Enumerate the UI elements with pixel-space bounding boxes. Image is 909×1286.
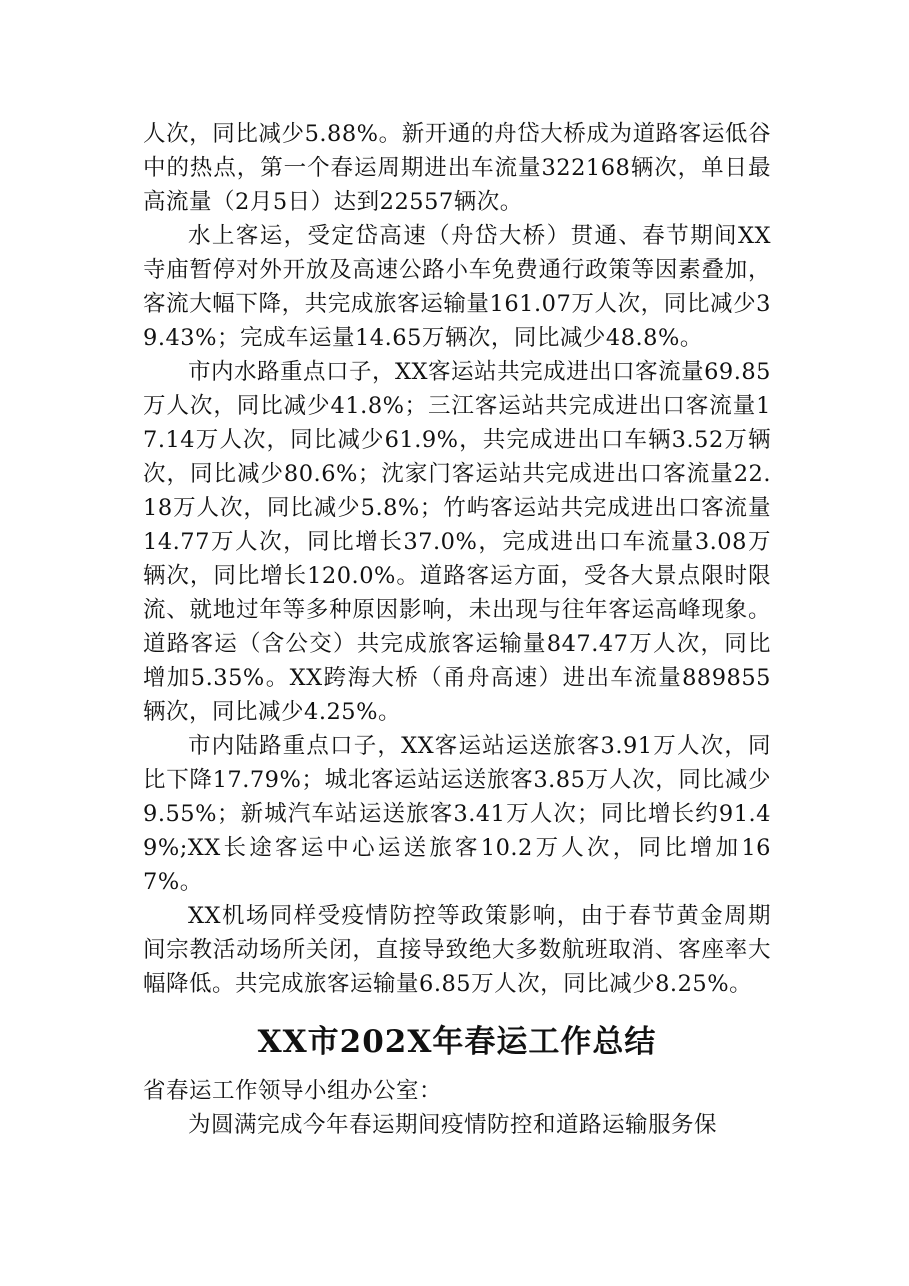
document-body <box>143 117 771 1142</box>
paragraph-continuation: 人次，同比减少5.88%。新开通的舟岱大桥成为道路客运低谷中的热点，第一个春运周期进出车流量322168辆次，单日最高流量（2月5日）达到22557辆次。 <box>143 121 771 215</box>
paragraph-airport: XX机场同样受疫情防控等政策影响，由于春节黄金周期间宗教活动场所关闭，直接导致绝大多数航班取消、客座率大幅降低。共完成旅客运输量6.85万人次，同比减少8.25%。 <box>143 903 771 997</box>
paragraph-opening: 为圆满完成今年春运期间疫情防控和道路运输服务保 <box>188 1112 718 1138</box>
document-title: XX市202X年春运工作总结 <box>257 1024 657 1060</box>
salutation: 省春运工作领导小组办公室： <box>143 1078 443 1104</box>
paragraph-water-transport: 水上客运，受定岱高速（舟岱大桥）贯通、春节期间XX寺庙暂停对外开放及高速公路小车免费通行政策等因素叠加，客流大幅下降，共完成旅客运输量161.07万人次，同比减少39.43%；完成车运量14.65万辆次，同比减少48.8%。 <box>143 223 771 351</box>
paragraph-land-ports: 市内陆路重点口子，XX客运站运送旅客3.91万人次，同比下降17.79%；城北客运站运送旅客3.85万人次，同比减少9.55%；新城汽车站运送旅客3.41万人次；同比增长约91.49%;XX长途客运中心运送旅客10.2万人次，同比增加167%。 <box>143 733 771 895</box>
paragraph-water-ports: 市内水路重点口子，XX客运站共完成进出口客流量69.85万人次，同比减少41.8%；三江客运站共完成进出口客流量17.14万人次，同比减少61.9%，共完成进出口车辆3.52万辆次，同比减少80.6%；沈家门客运站共完成进出口客流量22.18万人次，同比减少5.8%；竹屿客运站共完成进出口客流量14.77万人次，同比增长37.0%，完成进出口车流量3.08万辆次，同比增长120.0%。道路客运方面，受各大景点限时限流、就地过年等多种原因影响，未出现与往年客运高峰现象。道路客运（含公交）共完成旅客运输量847.47万人次，同比增加5.35%。XX跨海大桥（甬舟高速）进出车流量889855辆次，同比减少4.25%。 <box>143 359 771 725</box>
